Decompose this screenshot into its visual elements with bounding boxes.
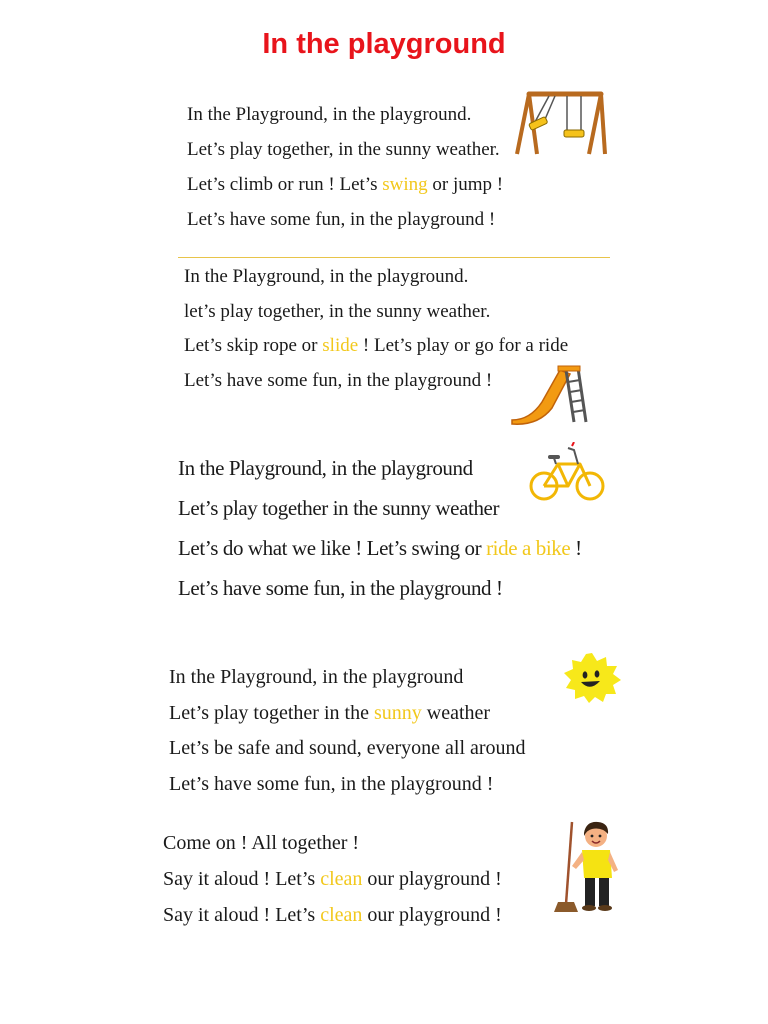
line-text: Let’s have some fun, in the playground !	[187, 209, 496, 230]
page-title: In the playground	[262, 28, 506, 60]
stanza-line	[178, 536, 582, 561]
stanza-line	[163, 832, 359, 855]
stanza-line	[187, 174, 503, 196]
line-text: Let’s climb or run ! Let’s	[187, 174, 383, 195]
stanza-line	[178, 456, 473, 481]
highlighted-word: clean	[320, 868, 363, 890]
stanza-line	[184, 301, 490, 323]
line-text: Say it aloud ! Let’s	[163, 904, 321, 926]
slide-icon	[508, 364, 590, 426]
line-text: Let’s have some fun, in the playground !	[184, 369, 493, 391]
line-text: weather	[421, 701, 491, 724]
highlighted-word: ride a bike	[486, 536, 571, 560]
stanza-line	[178, 496, 499, 521]
divider-line	[178, 257, 610, 258]
smiling-sun-icon	[562, 652, 622, 704]
line-text: Let’s play together, in the sunny weather.	[187, 139, 500, 160]
line-text: In the Playground, in the playground	[169, 666, 464, 688]
line-text: or jump !	[427, 174, 504, 195]
line-text: Let’s play together in the sunny weather	[178, 496, 500, 520]
line-text: Let’s have some fun, in the playground !	[169, 772, 494, 795]
stanza-line	[187, 139, 500, 161]
stanza-line	[184, 266, 468, 288]
stanza-line	[178, 576, 503, 601]
stanza-line	[169, 666, 463, 689]
line-text: ! Let’s play or go for a ride	[358, 335, 569, 356]
boy-with-broom-icon	[552, 818, 622, 918]
line-text: In the Playground, in the playground	[178, 456, 473, 480]
line-text: Let’s skip rope or	[184, 335, 323, 356]
stanza-line	[184, 370, 492, 392]
stanza-line	[163, 868, 502, 891]
highlighted-word: slide	[322, 335, 359, 356]
line-text: !	[570, 536, 582, 560]
stanza-line	[187, 104, 471, 126]
line-text: Say it aloud ! Let’s	[163, 868, 321, 890]
line-text: our playground !	[362, 904, 502, 926]
line-text: Let’s be safe and sound, everyone all around	[169, 737, 526, 759]
swing-set-icon	[515, 86, 607, 158]
stanza-line	[169, 702, 490, 725]
line-text: In the Playground, in the playground.	[184, 266, 469, 287]
line-text: Let’s have some fun, in the playground !	[178, 576, 503, 600]
line-text: Come on ! All together !	[163, 832, 360, 854]
stanza-line	[169, 773, 493, 796]
line-text: In the Playground, in the playground.	[187, 104, 472, 125]
line-text: let’s play together, in the sunny weather.	[184, 300, 491, 322]
highlighted-word: clean	[320, 904, 363, 926]
bicycle-icon	[528, 442, 606, 504]
highlighted-word: swing	[382, 174, 428, 195]
line-text: our playground !	[362, 868, 502, 890]
line-text: Let’s play together in the	[169, 701, 374, 724]
stanza-line	[163, 904, 502, 927]
stanza-line	[169, 737, 526, 760]
stanza-line	[184, 335, 568, 357]
line-text: Let’s do what we like ! Let’s swing or	[178, 536, 487, 560]
stanza-line	[187, 209, 495, 231]
highlighted-word: sunny	[373, 701, 422, 724]
